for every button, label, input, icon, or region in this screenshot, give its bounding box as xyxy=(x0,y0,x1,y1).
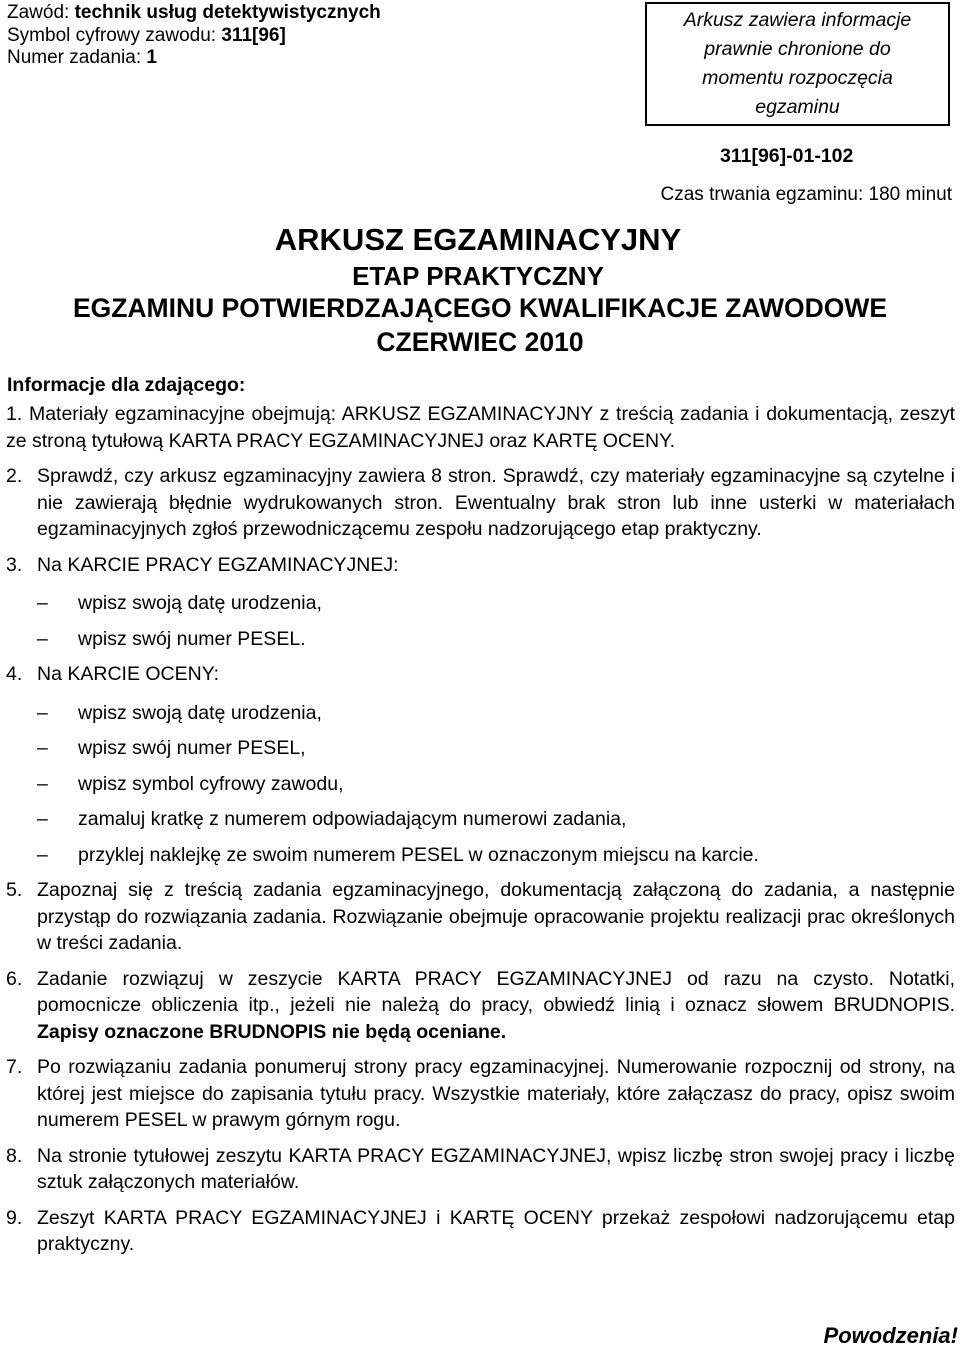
instruction-item-8 xyxy=(6,1143,955,1196)
sub-item xyxy=(6,626,955,653)
instruction-item-6 xyxy=(6,966,955,1046)
sub-item-text: wpisz swój numer PESEL. xyxy=(78,627,306,650)
symbol-value: 311[96] xyxy=(221,24,286,46)
info-heading: Informacje dla zdającego: xyxy=(7,374,246,396)
task-number-value: 1 xyxy=(146,47,157,68)
session-title: CZERWIEC 2010 xyxy=(376,327,584,357)
profession-value: technik usług detektywistycznych xyxy=(74,2,381,23)
instruction-number: 7. xyxy=(6,1056,23,1078)
confidential-notice-box xyxy=(645,2,950,126)
instruction-item-7 xyxy=(6,1054,955,1134)
dash-bullet: – xyxy=(37,737,48,759)
instructions-list xyxy=(6,401,955,1258)
instruction-item-4 xyxy=(6,661,955,688)
instruction-text: Zapoznaj się z treścią zadania egzaminacyjnego, dokumentacją załączoną do zadania, a następnie przystąp do rozwiązania zadania. Rozwiązanie obejmuje opracowanie projektu realizacji prac określonych w treści zadania. xyxy=(37,879,955,954)
dash-bullet: – xyxy=(37,808,48,830)
instruction-item-2 xyxy=(6,463,955,543)
exam-title: EGZAMINU POTWIERDZAJĄCEGO KWALIFIKACJE ZAWODOWE xyxy=(72,293,888,323)
sub-item xyxy=(6,806,955,833)
task-number-label: Numer zadania: xyxy=(7,47,147,68)
instruction-item-3 xyxy=(6,552,955,579)
exam-code: 311[96]-01-102 xyxy=(720,145,854,167)
instruction-text: Na KARCIE PRACY EGZAMINACYJNEJ: xyxy=(37,553,399,576)
sub-item-text: zamaluj kratkę z numerem odpowiadającym numerowi zadania, xyxy=(78,808,627,830)
instruction-text: Zadanie rozwiązuj w zeszycie KARTA PRACY EGZAMINACYJNEJ od razu na czysto. Notatki, pomocnicze obliczenia itp., jeżeli nie należą do pracy, obwiedź linią i oznacz słowem BRUDNOPIS. xyxy=(37,967,955,1016)
sub-item xyxy=(6,700,955,727)
instruction-text: Sprawdź, czy arkusz egzaminacyjny zawiera 8 stron. Sprawdź, czy materiały egzaminacyjne są czytelne i nie zawierają błędnie wydrukowanych stron. Ewentualny brak stron lub inne usterki w materiałach egzaminacyjnych zgłoś przewodniczącemu zespołu nadzorującego etap praktyczny. xyxy=(37,465,955,540)
stage-title: ETAP PRAKTYCZNY xyxy=(352,261,604,291)
instruction-text: 1. Materiały egzaminacyjne obejmują: ARKUSZ EGZAMINACYJNY z treścią zadania i dokumentacją, zeszyt ze stroną tytułową KARTA PRACY EGZAMINACYJNEJ oraz KARTĘ OCENY. xyxy=(6,403,955,452)
instruction-number: 5. xyxy=(6,879,23,901)
sub-item xyxy=(6,590,955,617)
sub-item-text: wpisz swoją datę urodzenia, xyxy=(78,592,322,614)
profession-line xyxy=(7,2,381,25)
sub-item xyxy=(6,771,955,798)
good-luck-footer: Powodzenia! xyxy=(823,1323,958,1348)
dash-bullet: – xyxy=(37,701,48,724)
sub-item-text: przyklej naklejkę ze swoim numerem PESEL w oznaczonym miejscu na karcie. xyxy=(78,843,759,866)
exam-duration: Czas trwania egzaminu: 180 minut xyxy=(660,184,952,205)
symbol-label: Symbol cyfrowy zawodu: xyxy=(7,24,222,46)
instruction-number: 4. xyxy=(6,663,23,685)
instruction-item-9 xyxy=(6,1205,955,1258)
instruction-item-5 xyxy=(6,877,955,957)
instruction-item-1 xyxy=(6,401,955,454)
instruction-number: 9. xyxy=(6,1206,23,1229)
header-info xyxy=(7,2,381,70)
confidential-notice-text: Arkusz zawiera informacje prawnie chronione do momentu rozpoczęcia egzaminu xyxy=(683,9,912,118)
instruction-number: 6. xyxy=(6,967,23,990)
dash-bullet: – xyxy=(37,627,48,650)
profession-label: Zawód: xyxy=(7,2,75,23)
dash-bullet: – xyxy=(37,772,48,795)
main-title: ARKUSZ EGZAMINACYJNY xyxy=(274,222,682,257)
instruction-text: Zeszyt KARTA PRACY EGZAMINACYJNEJ i KARTĘ OCENY przekaż zespołowi nadzorującemu etap praktyczny. xyxy=(37,1206,955,1255)
instruction-text: Na KARCIE OCENY: xyxy=(37,663,220,685)
sub-item xyxy=(6,735,955,762)
dash-bullet: – xyxy=(37,592,48,614)
sub-item-text: wpisz swój numer PESEL, xyxy=(78,737,306,759)
instruction-number: 3. xyxy=(6,553,23,576)
sub-item xyxy=(6,842,955,869)
instruction-number: 2. xyxy=(6,465,23,487)
task-number-line xyxy=(7,47,381,70)
sub-item-text: wpisz swoją datę urodzenia, xyxy=(78,701,322,724)
dash-bullet: – xyxy=(37,843,48,866)
instruction-text: Po rozwiązaniu zadania ponumeruj strony pracy egzaminacyjnej. Numerowanie rozpocznij od strony, na której jest miejsce do zapisania tytułu pracy. Wszystkie materiały, które załączasz do pracy, opisz swoim numerem PESEL w prawym górnym rogu. xyxy=(37,1056,955,1131)
instruction-bold-text: Zapisy oznaczone BRUDNOPIS nie będą oceniane. xyxy=(37,1020,507,1043)
instruction-text: Na stronie tytułowej zeszytu KARTA PRACY EGZAMINACYJNEJ, wpisz liczbę stron swojej pracy i liczbę sztuk załączonych materiałów. xyxy=(37,1144,955,1193)
instruction-number: 8. xyxy=(6,1144,23,1167)
symbol-line xyxy=(7,25,381,48)
sub-item-text: wpisz symbol cyfrowy zawodu, xyxy=(78,772,344,795)
